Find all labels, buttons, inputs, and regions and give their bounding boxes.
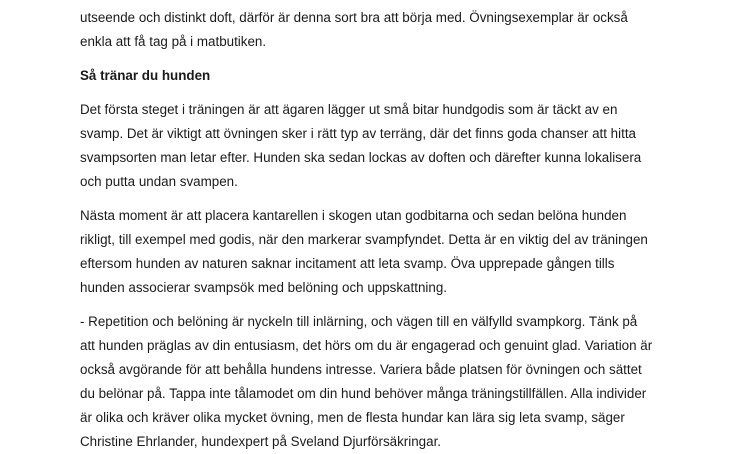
paragraph-next-step: [80, 204, 680, 300]
text-line: Det första steget i träningen är att ägaren lägger ut små bitar hundgodis som är täckt av en: [80, 102, 618, 117]
text-line: utseende och distinkt doft, därför är denna sort bra att börja med. Övningsexemplar är också: [80, 10, 628, 25]
text-line: är olika och kräver olika mycket övning, men de flesta hundar kan lära sig leta svamp, säger: [80, 410, 625, 425]
section-heading: Så tränar du hunden: [80, 68, 211, 83]
text-line: rikligt, till exempel med godis, när den markerar svampfyndet. Detta är en viktig del av träningen: [80, 232, 648, 247]
text-line: svampsorten man letar efter. Hunden ska sedan lockas av doften och därefter kunna lokalisera: [80, 150, 642, 165]
text-line: - Repetition och belöning är nyckeln till inlärning, och vägen till en välfylld svampkorg. Tänk på: [80, 314, 638, 329]
paragraph-first-step: [80, 98, 680, 194]
intro-paragraph: [80, 6, 680, 54]
text-line: att hunden präglas av din entusiasm, det hörs om du är engagerad och genuint glad. Variation är: [80, 338, 653, 353]
text-line: Christine Ehrlander, hundexpert på Sveland Djurförsäkringar.: [80, 434, 442, 449]
text-line: hunden associerar svampsök med belöning och uppskattning.: [80, 280, 447, 295]
text-line: svamp. Det är viktigt att övningen sker i rätt typ av terräng, där det finns goda chanser att hitta: [80, 126, 636, 141]
text-line: enkla att få tag på i matbutiken.: [80, 34, 267, 49]
paragraph-quote: [80, 310, 680, 454]
text-line: eftersom hunden av naturen saknar incitament att leta svamp. Öva upprepade gången tills: [80, 256, 615, 271]
text-line: Nästa moment är att placera kantarellen i skogen utan godbitarna och sedan belöna hunden: [80, 208, 627, 223]
text-line: du belönar på. Tappa inte tålamodet om din hund behöver många träningstillfällen. Alla individer: [80, 386, 647, 401]
document-page: [80, 6, 680, 454]
text-line: och putta undan svampen.: [80, 174, 238, 189]
text-line: också avgörande för att behålla hundens intresse. Variera både platsen för övningen och sättet: [80, 362, 642, 377]
